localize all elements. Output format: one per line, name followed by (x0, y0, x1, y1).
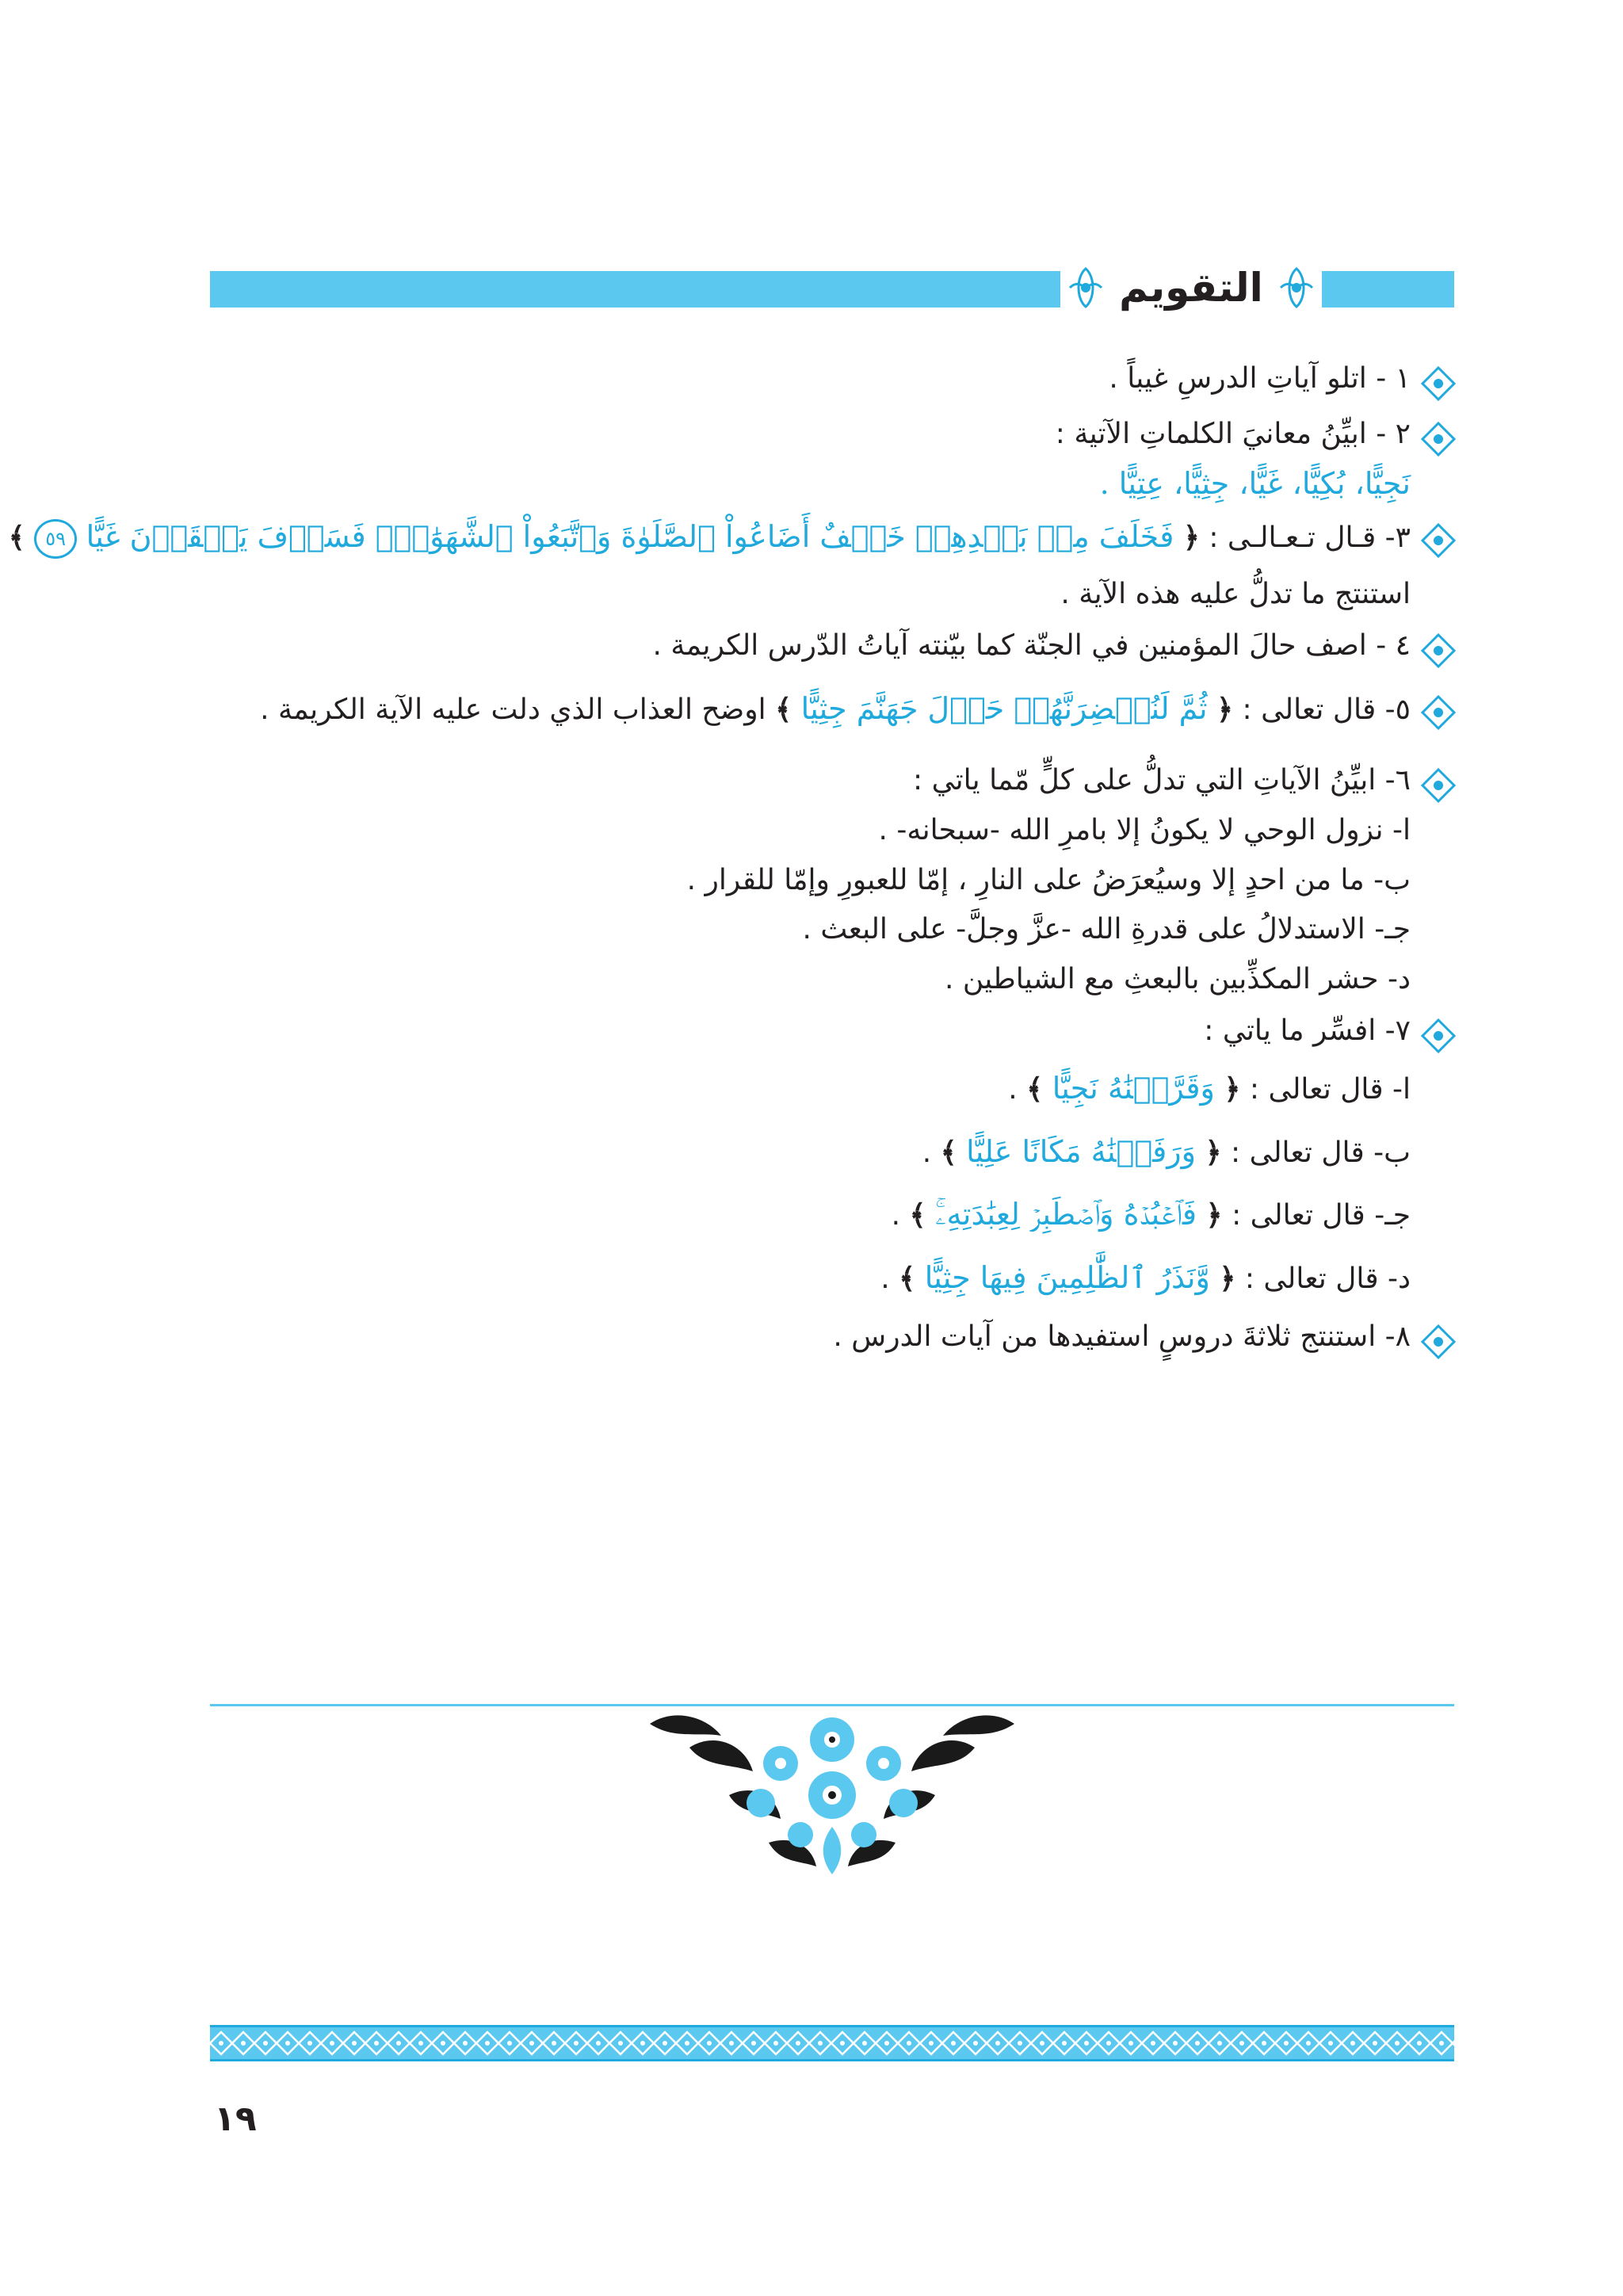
question-7-item (220, 1133, 1411, 1172)
question-6-item: جـ- الاستدلالُ على قدرةِ الله -عزَّ وجلَّ- على البعث . (802, 913, 1411, 946)
question-4 (220, 628, 1457, 669)
aya-number-badge: ٥٩ (34, 519, 77, 559)
question-6 (220, 762, 1457, 999)
question-7-text: ٧- افسِّر ما ياتي : (1204, 1014, 1411, 1047)
decorative-border-strip (210, 2025, 1454, 2061)
verse-close-bracket: ﴾ (899, 1263, 916, 1296)
question-marker-icon (1420, 1324, 1457, 1360)
item-verse: وَّنَذَرُ ٱلظَّٰلِمِينَ فِيهَا جِثِيًّا (924, 1260, 1210, 1296)
verse-close-bracket: ﴾ (909, 1199, 926, 1232)
left-ornament-icon (1064, 266, 1108, 310)
question-5 (220, 690, 1457, 731)
verse-open-bracket: ﴿ (1205, 1199, 1223, 1232)
verse-close-bracket: ﴾ (775, 693, 792, 726)
question-2-words: نَجِيًّا، بُكِيًّا، غَيًّا، جِثِيًّا، عِتِيًّا . (1099, 465, 1411, 501)
question-2 (220, 416, 1457, 503)
verse-close-bracket: ﴾ (8, 521, 25, 555)
item-suffix: . (891, 1199, 901, 1232)
question-marker-icon (1420, 767, 1457, 804)
question-5-prefix: ٥- قال تعالى : (1233, 693, 1411, 726)
item-prefix: ب- قال تعالى : (1221, 1136, 1411, 1169)
question-4-text: ٤ - اصف حالَ المؤمنين في الجنّة كما بيّنته آياتُ الدّرس الكريمة . (652, 628, 1411, 662)
question-3-line (0, 518, 1411, 559)
verse-close-bracket: ﴾ (940, 1136, 957, 1169)
question-7 (220, 1013, 1457, 1298)
floral-ornament-icon (642, 1708, 1022, 1878)
question-6-item: ا- نزول الوحي لا يكونُ إلا بامرِ الله -سبحانه- . (878, 813, 1411, 846)
verse-open-bracket: ﴿ (1205, 1136, 1222, 1169)
question-5-line (220, 690, 1411, 729)
question-marker-icon (1420, 421, 1457, 457)
verse-open-bracket: ﴿ (1224, 1072, 1241, 1106)
question-8-text: ٨- استنتج ثلاثةَ دروسٍ استفيدها من آيات الدرس . (833, 1320, 1411, 1353)
question-7-item (220, 1069, 1411, 1109)
verse-close-bracket: ﴾ (1026, 1072, 1044, 1106)
divider-line (210, 1704, 1454, 1706)
page-title: التقويم (1119, 265, 1263, 311)
question-5-suffix: اوضح العذاب الذي دلت عليه الآية الكريمة . (260, 693, 766, 726)
question-3-prefix: ٣- قـال تـعـالـى : (1199, 521, 1411, 555)
question-5-verse: ثُمَّ لَنُحۡضِرَنَّهُمۡ حَوۡلَ جَهَنَّمَ جِثِيًّا (800, 690, 1208, 726)
header-title-box (1060, 252, 1322, 323)
question-1-text: ١ - اتلو آياتِ الدرسِ غيباً . (1109, 362, 1411, 395)
right-ornament-icon (1274, 266, 1319, 310)
question-marker-icon (1420, 1018, 1457, 1054)
page-number: ١٩ (214, 2099, 257, 2139)
item-verse: فَٱعۡبُدۡهُ وَٱصۡطَبِرۡ لِعِبَٰدَتِهِۦۚ (935, 1197, 1197, 1232)
verse-open-bracket: ﴿ (1219, 1263, 1236, 1296)
item-prefix: جـ- قال تعالى : (1222, 1199, 1411, 1232)
question-marker-icon (1420, 522, 1457, 559)
item-verse: وَرَفَعۡنَٰهُ مَكَانًا عَلِيًّا (966, 1133, 1196, 1169)
question-8 (220, 1319, 1457, 1360)
item-prefix: د- قال تعالى : (1235, 1263, 1411, 1296)
item-suffix: . (1008, 1072, 1018, 1106)
item-verse: وَقَرَّبۡنَٰهُ نَجِيًّا (1052, 1070, 1215, 1106)
item-suffix: . (922, 1136, 932, 1169)
question-3 (8, 518, 1457, 613)
item-prefix: ا- قال تعالى : (1240, 1072, 1411, 1106)
question-6-text: ٦- ابيِّنُ الآياتِ التي تدلُّ على كلٍّ مّما ياتي : (913, 763, 1411, 797)
question-6-item: ب- ما من احدٍ إلا وسيُعرَضُ على النارِ ، إمّا للعبورِ وإمّا للقرار . (686, 863, 1411, 896)
question-marker-icon (1420, 632, 1457, 669)
question-1 (220, 361, 1457, 402)
question-2-text: ٢ - ابيِّنُ معانيَ الكلماتِ الآتية : (1055, 418, 1411, 450)
verse-open-bracket: ﴿ (1182, 521, 1200, 555)
question-marker-icon (1420, 365, 1457, 402)
question-7-item (220, 1195, 1411, 1235)
question-marker-icon (1420, 694, 1457, 731)
item-suffix: . (880, 1263, 890, 1296)
verse-open-bracket: ﴿ (1216, 693, 1234, 726)
question-3-sub: استنتج ما تدلُّ عليه هذه الآية . (1060, 578, 1411, 611)
questions-list (8, 361, 1457, 1360)
question-3-verse: فَخَلَفَ مِنۢ بَعۡدِهِمۡ خَلۡفٌ أَضَاعُواْ ٱلصَّلَوٰةَ وَٱتَّبَعُواْ ٱلشَّهَوَٰتِۖ فَسَوۡفَ يَلۡقَوۡنَ غَيًّا (86, 519, 1174, 555)
question-7-item (220, 1259, 1411, 1298)
question-6-item: د- حشر المكذِّبين بالبعثِ مع الشياطين . (944, 963, 1411, 996)
